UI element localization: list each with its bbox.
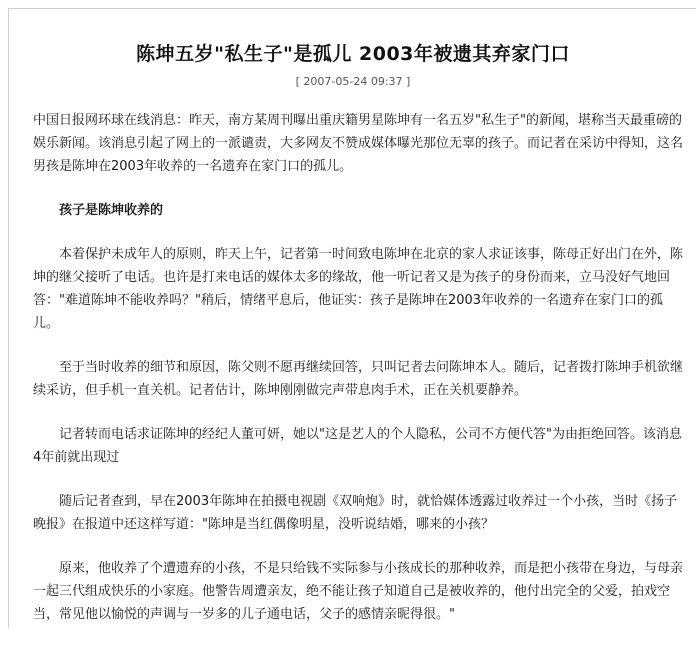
article-paragraph: 至于当时收养的细节和原因，陈父则不愿再继续回答，只叫记者去问陈坤本人。随后，记者拨打陈坤手机欲继续采访，但手机一直关机。记者估计，陈坤刚刚做完声带息肉手术，正在关机要静养。 <box>33 360 684 398</box>
article-subheading: 孩子是陈坤收养的 <box>59 203 164 218</box>
article-title: 陈坤五岁"私生子"是孤儿 2003年被遗其弃家门口 <box>136 43 570 65</box>
article-paragraph: 本着保护未成年人的原则，昨天上午，记者第一时间致电陈坤在北京的家人求证该事，陈母正好出门在外，陈坤的继父接听了电话。也许是打来电话的媒体太多的缘故，他一听记者又是为孩子的身份而来，立马没好气地回答："难道陈坤不能收养吗？"稍后，情绪平息后，他证实：孩子是陈坤在2003年收养的一名遗弃在家门口的孤儿。 <box>33 247 684 331</box>
article-paragraph: 记者转而电话求证陈坤的经纪人董可妍，她以"这是艺人的个人隐私，公司不方便代答"为由拒绝回答。该消息4年前就出现过 <box>33 427 682 465</box>
article-body <box>33 109 683 647</box>
article-paragraph: 随后记者查到，早在2003年陈坤在拍摄电视剧《双响炮》时，就恰媒体透露过收养过一个小孩，当时《扬子晚报》在报道中还这样写道："陈坤是当红偶像明星，没听说结婚，哪来的小孩？ <box>33 494 678 532</box>
article-page <box>8 8 696 628</box>
article-paragraph: 中国日报网环球在线消息：昨天，南方某周刊曝出重庆籍男星陈坤有一名五岁"私生子"的新闻，堪称当天最重磅的娱乐新闻。该消息引起了网上的一派谴责，大多网友不赞成媒体曝光那位无辜的孩子。而记者在采访中得知，这名男孩是陈坤在2003年收养的一名遗弃在家门口的孤儿。 <box>33 113 684 174</box>
article-date: [ 2007-05-24 09:37 ] <box>295 75 411 88</box>
article-paragraph: 原来，他收养了个遭遗弃的小孩，不是只给钱不实际参与小孩成长的那种收养，而是把小孩带在身边，与母亲一起三代组成快乐的小家庭。他警告周遭亲友，绝不能让孩子知道自己是被收养的，他付出完全的父爱，拍戏空当，常见他以愉悦的声调与一岁多的儿子通电话，父子的感情亲昵得很。" <box>33 561 684 622</box>
